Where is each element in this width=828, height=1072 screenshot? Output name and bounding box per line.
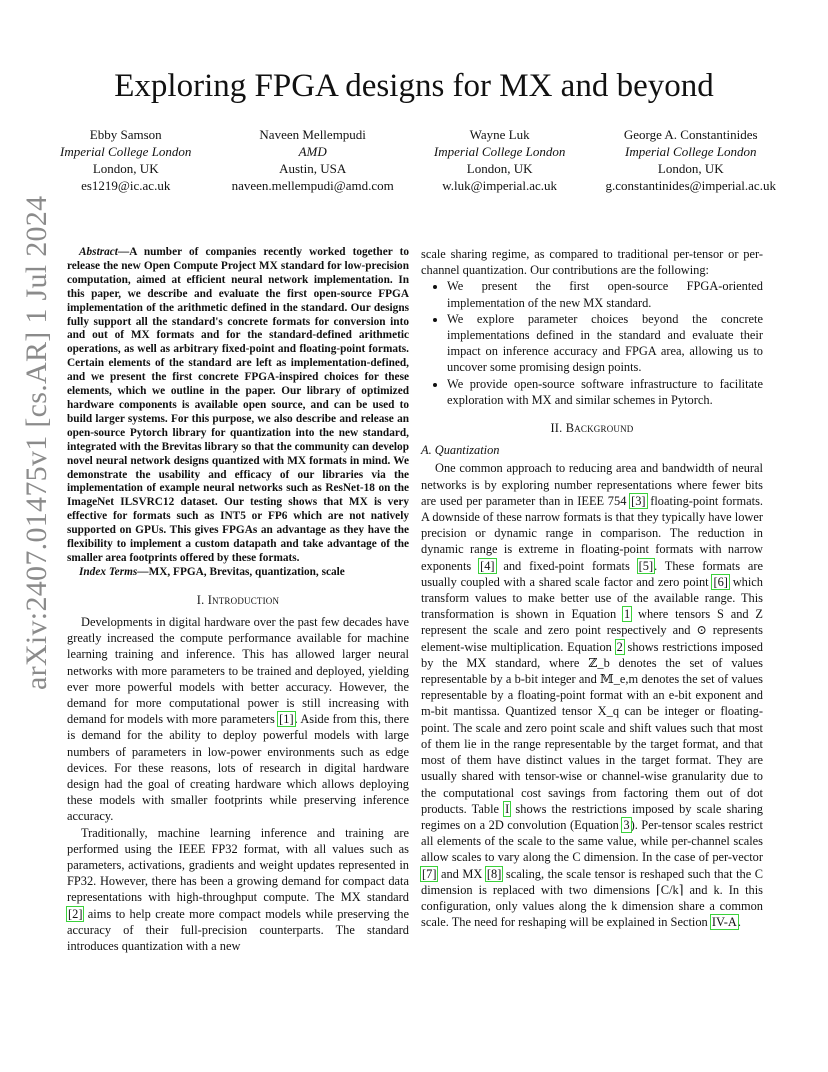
paragraph-text: . These formats are usually coupled with a shared scale factor and zero point [421, 558, 764, 589]
abstract-text: —A number of companies recently worked together to release the new Open Compute Project MX standard for low-precision computation, aimed at efficient neural network implementation. In this paper, we describe and evaluate the first open-source FPGA implementation of the arithmetic defined in the standard. Our designs fully support all the standard's concrete formats for conversion into and out of MX formats and for the standard-defined arithmetic operations, as well as arbitrary fixed-point and floating-point formats. Certain elements of the standard are left as implementation-defined, and we present the first concrete FPGA-inspired choices for these elements, which we outline in the paper. Our library of optimized hardware components is available open source, and can be used to build larger systems. For this purpose, we also describe and release an open-source Pytorch library for quantization into the new standard, integrated with the Brevitas library so that the community can develop novel neural network designs quantized with MX formats in mind. We demonstrate the usability and efficacy of our libraries via the implementation of example neural networks such as ResNet-18 on the ImageNet ILSVRC12 dataset. Our testing shows that MX is very effective for formats such as INT5 or FP6 which are not natively supported on GPUs. This gives FPGAs an advantage as they have the flexibility to implement a custom datapath and take advantage of the smaller area footprints offered by these formats. [67, 246, 409, 564]
section-heading-introduction [67, 592, 409, 608]
section-link[interactable]: IV-A [711, 915, 737, 930]
table-link[interactable]: I [505, 801, 510, 816]
list-item: • We present the first open-source FPGA-oriented implementation of the new MX standard. [447, 278, 763, 310]
author-affiliation: Imperial College London [625, 144, 757, 159]
section-title: Background [565, 421, 634, 436]
paragraph-text: Developments in digital hardware over the past few decades have greatly increased the compute performance available for machine learning training and inference. This has allowed larger neural networks with more parameters to be trained and deployed, yielding ever more powerful models with better accuracy. However, the demand for more computational power is still increasing with demand for models with more parameters [67, 614, 409, 727]
paragraph-text: One common approach to reducing area and bandwidth of neural networks is by exploring number representations where fewer bits are used per parameter than in IEEE 754 [421, 461, 763, 508]
author-name: Naveen Mellempudi [259, 127, 366, 142]
section-number: I. [196, 592, 208, 607]
author-card [232, 126, 394, 194]
paragraph-text: which transform values to make better use of the available range. This transformation is shown in Equation [421, 574, 763, 622]
equation-link[interactable]: 2 [616, 639, 623, 654]
author-location: London, UK [657, 161, 724, 176]
section-heading-background [421, 420, 763, 436]
author-card [434, 126, 565, 194]
author-location: London, UK [92, 161, 159, 176]
author-affiliation: AMD [298, 144, 327, 159]
author-email[interactable]: w.luk@imperial.ac.uk [442, 178, 557, 193]
section-number: II. [550, 421, 566, 436]
author-name: Wayne Luk [469, 127, 530, 142]
author-name: Ebby Samson [89, 127, 162, 142]
contributions-list [421, 278, 763, 408]
arxiv-identifier: arXiv:2407.01475v1 [cs.AR] 1 Jul 2024 [20, 195, 53, 690]
index-terms [67, 566, 409, 580]
subsection-heading-quantization: A. Quantization [421, 443, 500, 458]
citation-link[interactable]: [8] [486, 866, 502, 881]
author-location: Austin, USA [279, 161, 347, 176]
paper-title: Exploring FPGA designs for MX and beyond [114, 68, 714, 104]
citation-link[interactable]: [5] [638, 558, 654, 573]
author-name: George A. Constantinides [623, 127, 758, 142]
paragraph-text: and MX [437, 866, 486, 881]
author-email[interactable]: g.constantinides@imperial.ac.uk [605, 178, 776, 193]
paragraph-text: Traditionally, machine learning inference and training are performed using the IEEE FP32 format, with all values such as parameters, activations, gradients and weight updates represented in FP32. However, there has been a growing demand for compact data representations with high-throughput compute. The MX standard [67, 825, 409, 905]
paragraph-text: and fixed-point formats [495, 558, 638, 573]
intro-paragraph-2 [67, 825, 409, 955]
index-terms-lead: Index Terms [79, 565, 138, 578]
citation-link[interactable]: [1] [279, 712, 294, 727]
paragraph-text: where tensors S and Z represent the scale and zero point respectively and ⊙ represents element-wise multiplication. Equation [421, 607, 763, 654]
author-email[interactable]: es1219@ic.ac.uk [81, 178, 171, 193]
citation-link[interactable]: [7] [422, 866, 437, 881]
intro-paragraph-1 [67, 614, 409, 825]
author-location: London, UK [466, 161, 533, 176]
paragraph-text: aims to help create more compact models while preserving the accuracy of their full-precision counterparts. The standard introduces quantization with a new [67, 906, 409, 954]
paragraph-text: shows restrictions imposed by the MX standard, where ℤ_b denotes the set of values representable by a b-bit integer and 𝕄_e,m denotes the set of values representable by a floating-point format with an e-bit exponent and m-bit mantissa. Quantized tensor X_q can be integer or floating-point. The scale and zero point scale and shift values such that most of them lie in the range representable by the target format, and that most of them have distinct values in the target format. They are usually shared with tensor-wise or channel-wise granularity due to the computational cost savings from factoring them out of dot products. Table [421, 639, 763, 816]
equation-link[interactable]: 3 [623, 817, 630, 832]
right-column [421, 246, 763, 930]
author-block [60, 126, 776, 194]
author-affiliation: Imperial College London [433, 144, 566, 159]
index-terms-text: —MX, FPGA, Brevitas, quantization, scale [137, 565, 345, 578]
paragraph-text: ). Per-tensor scales restrict all elements of the scale to the same value, while per-channel scales allow scales to vary along the C dimension. In the case of per-vector [421, 817, 763, 865]
left-column [67, 246, 409, 954]
background-paragraph [421, 460, 763, 930]
paragraph-text: shows the restrictions imposed by scale sharing regimes on a 2D convolution (Equation [421, 801, 763, 832]
citation-link[interactable]: [3] [631, 493, 646, 508]
list-item: • We provide open-source software infrastructure to facilitate exploration with MX and similar schemes in Pytorch. [447, 376, 763, 408]
equation-link[interactable]: 1 [624, 607, 631, 622]
paragraph-text: . [737, 915, 741, 930]
author-affiliation: Imperial College London [60, 144, 192, 159]
citation-link[interactable]: [6] [713, 574, 728, 589]
author-email[interactable]: naveen.mellempudi@amd.com [231, 178, 394, 193]
list-item: • We explore parameter choices beyond the concrete implementations defined in the standard and evaluate their impact on inference accuracy and FPGA area, allowing us to uncover some promising design points. [447, 311, 763, 376]
author-card [606, 126, 776, 194]
author-card [60, 126, 191, 194]
paragraph-text: . Aside from this, there is demand for the ability to deploy powerful models with large numbers of parameters in low-power environments such as edge devices. For these reasons, lots of research in digital hardware design had the goal of creating hardware which allows deploying these models with smaller footprints while preserving inference accuracy. [67, 712, 410, 824]
citation-link[interactable]: [4] [480, 558, 495, 573]
citation-link[interactable]: [2] [68, 906, 83, 921]
intro-paragraph-2-continued: scale sharing regime, as compared to traditional per-tensor or per-channel quantization. Our contributions are the following: [421, 247, 763, 278]
abstract-lead: Abstract [79, 246, 118, 258]
section-title: Introduction [207, 592, 280, 607]
paragraph-text: scaling, the scale tensor is reshaped such that the C dimension is replaced with two dimensions ⌈C/k⌉ and k. In this configuration, only values along the k dimension share a common scale. The need for reshaping will be explained in Section [421, 866, 764, 930]
abstract [67, 246, 409, 566]
paragraph-text: floating-point formats. A downside of these narrow formats is that they typically have lower precision or dynamic range in comparison. The reduction in dynamic range is extreme in floating-point formats with narrow exponents [421, 493, 764, 573]
